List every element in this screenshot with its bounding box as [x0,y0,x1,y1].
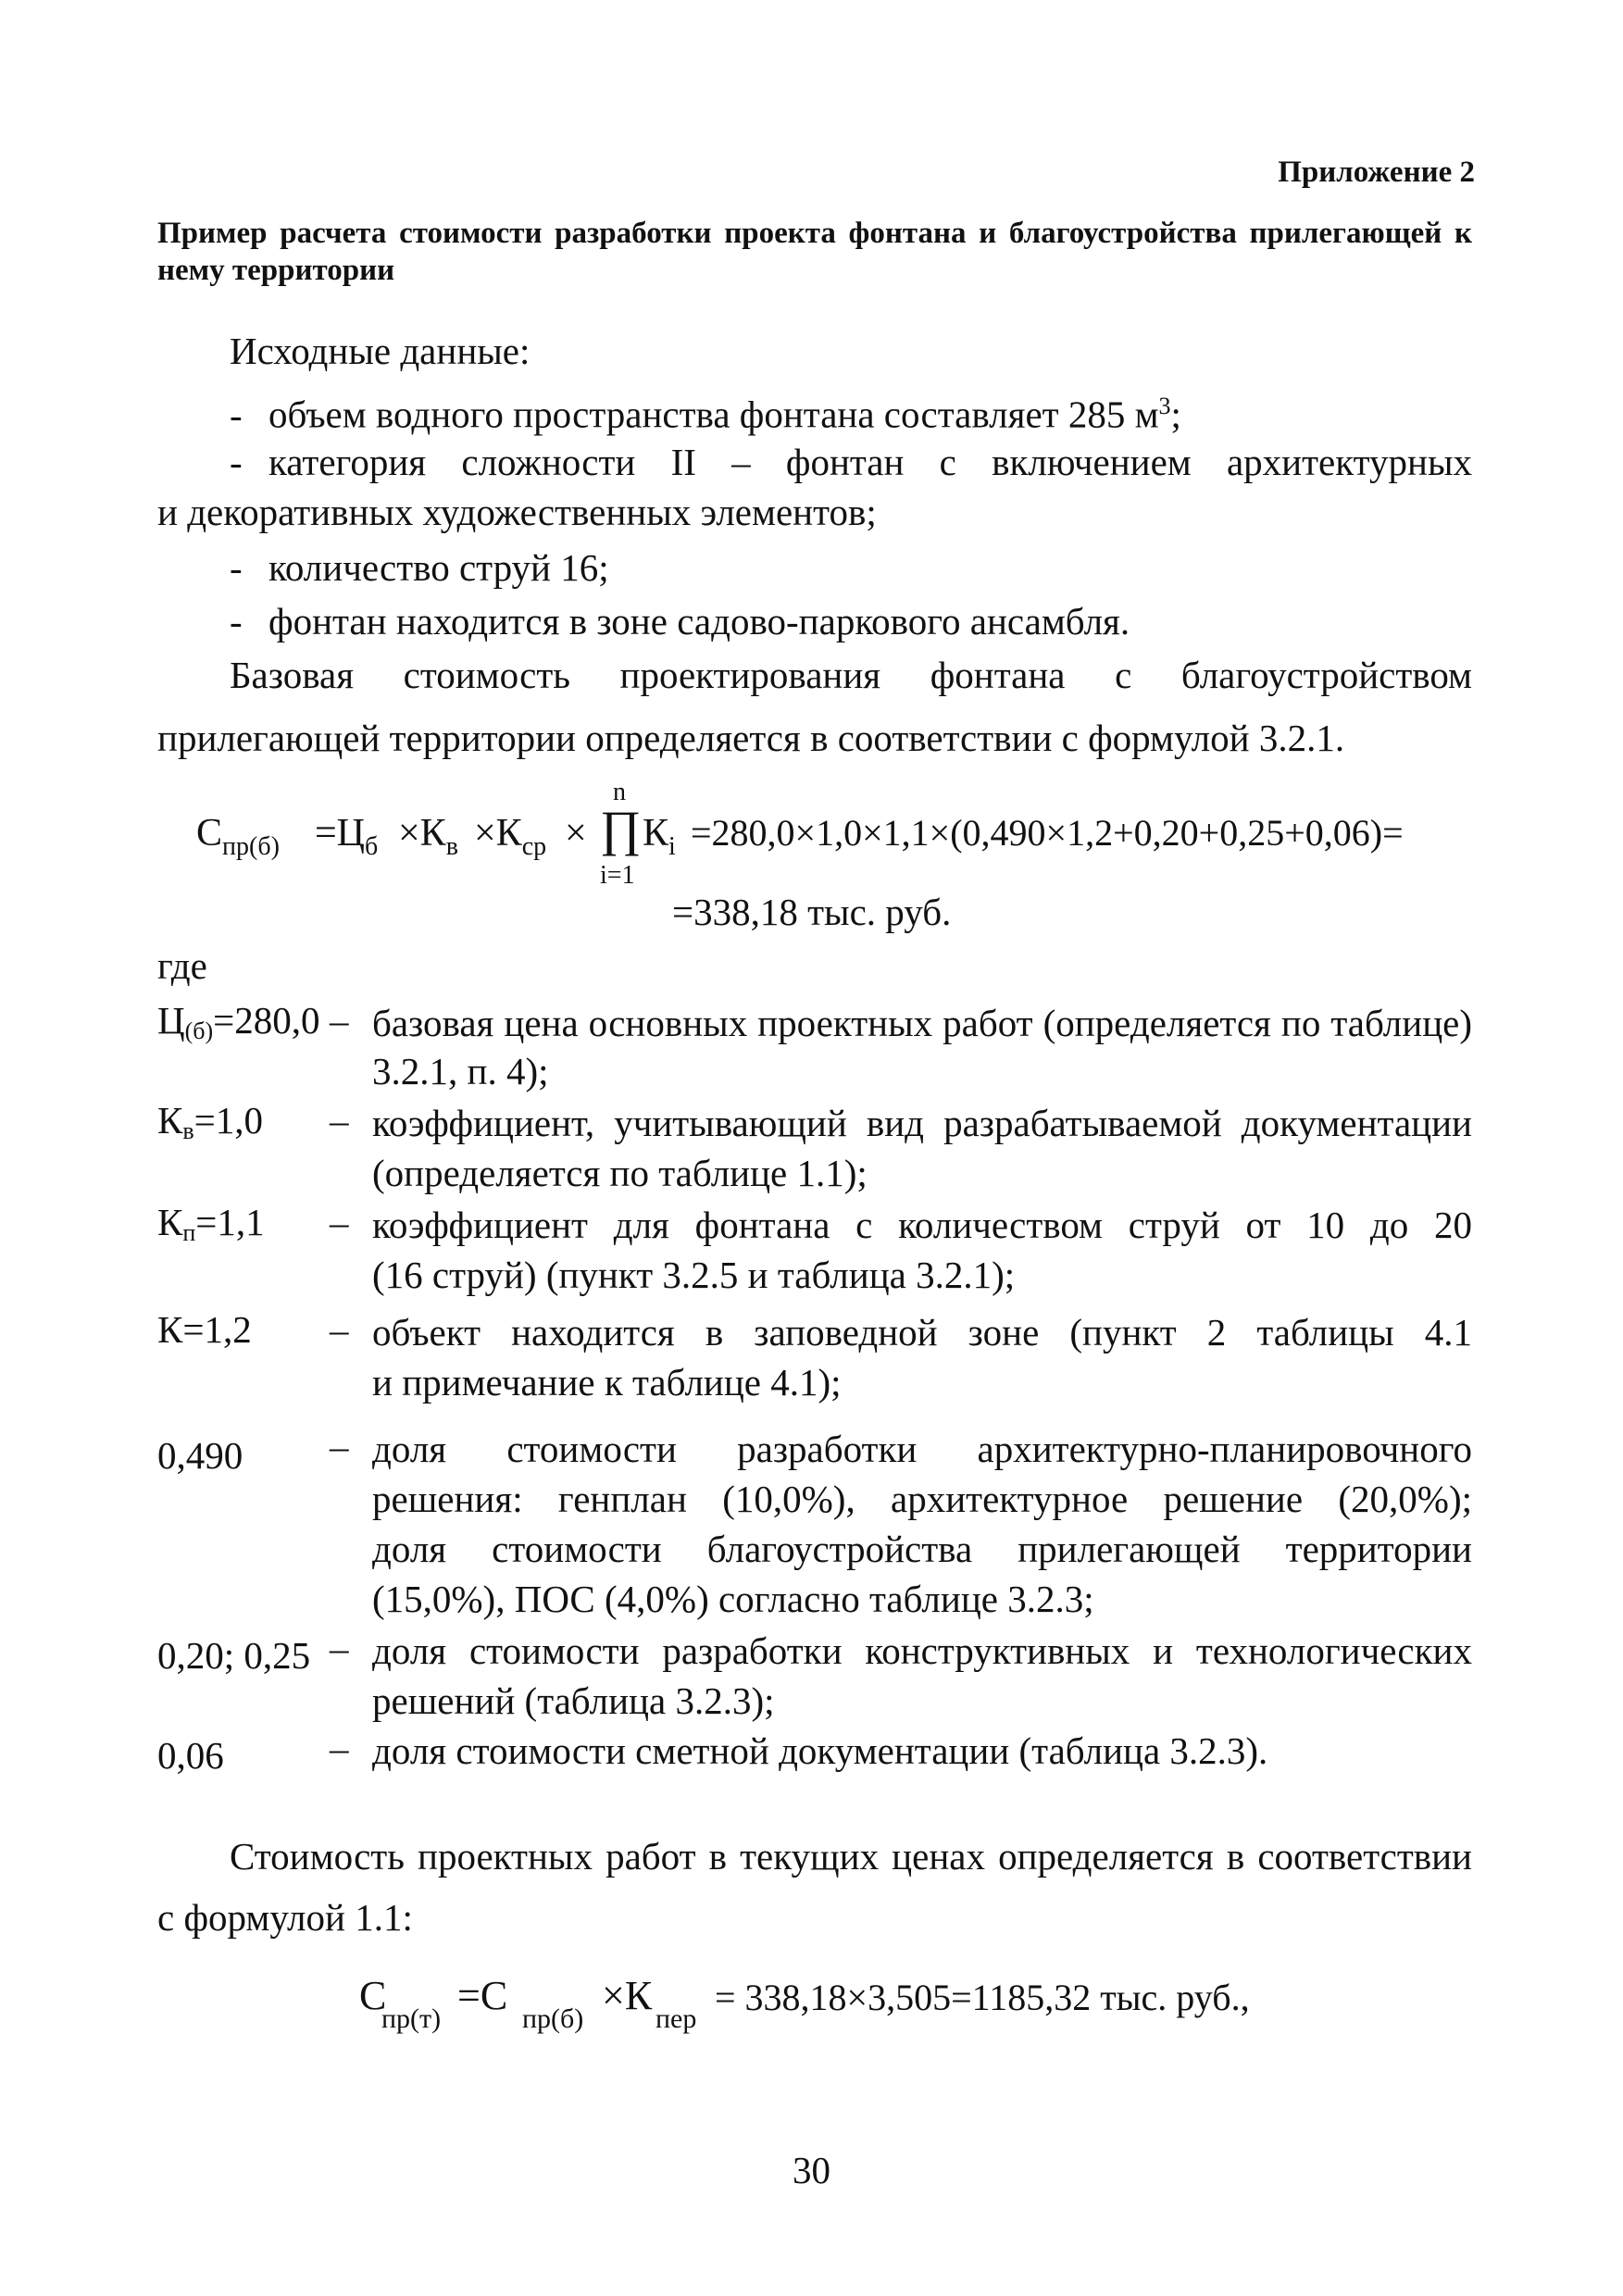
def-dash: – [330,1627,349,1669]
def-dash: – [330,1099,349,1142]
formula-ki-term: $К_i$ [643,812,676,861]
bullet-volume [230,381,1472,440]
page-number: 30 [793,2149,830,2191]
def-text-line: доля стоимости благоустройства прилегающей территории [372,1528,1472,1570]
bullet-text: фонтан находится в зоне садово-паркового ансамбля. [268,600,1130,643]
current-cost-line1: Стоимость проектных работ в текущих ценах определяется в соответствии [230,1835,1472,1878]
product-upper-limit: n [613,778,626,806]
formula2-c1-sub: пр(т) [381,2003,442,2034]
def-text-line: решений (таблица 3.2.3); [372,1679,775,1722]
formula-kv-term: $\times К_в$ [398,812,458,861]
def-symbol-020-025: 0,20; 0,25 [157,1634,311,1677]
where-label: где [157,944,207,987]
bullet-dash: - [230,393,243,436]
def-text-line: решения: генплан (10,0%), архитектурное решение (20,0%); [372,1478,1472,1520]
def-symbol-kv: Кв=1,0 [157,1099,264,1144]
bullet-jets [230,543,1472,593]
formula-price-term: $=Ц_б$ [315,812,379,861]
def-text-line: (15,0%), ПОС (4,0%) согласно таблице 3.2.3; [372,1578,1094,1620]
formula2-k-sub: пер [655,2003,697,2034]
formula-lhs: $С_{пр(б)}$ [196,812,280,861]
def-dash: – [330,1425,349,1467]
def-symbol-006: 0,06 [157,1734,224,1777]
def-text-line: коэффициент для фонтана с количеством струй от 10 до 20 [372,1204,1472,1246]
bullet-tail: ; [1170,393,1181,436]
section-title: Пример расчета стоимости разработки проекта фонтана и благоустройства прилегающей к нему территории [157,217,1472,287]
def-symbol-0490: 0,490 [157,1434,243,1477]
def-dash: – [330,1201,349,1243]
formula2-c2-sub: пр(б) [522,2003,584,2034]
def-text-line: доля стоимости разработки конструктивных и технологических [372,1629,1472,1672]
base-cost-line1: Базовая стоимость проектирования фонтана с благоустройством [230,654,1472,696]
product-lower-limit: i=1 [600,861,635,890]
base-cost-line2: прилегающей территории определяется в соответствии с формулой 3.2.1. [157,717,1345,759]
bullet-dash: - [230,600,243,643]
def-dash: – [330,999,349,1042]
bullet-dash: - [230,441,243,483]
bullet-dash: - [230,546,243,589]
def-text-line: 3.2.1, п. 4); [372,1050,549,1092]
formula2-times: ×К [602,1973,653,2018]
formula2-eq: =С [457,1973,508,2018]
appendix-label: Приложение 2 [1278,156,1475,189]
product-symbol: ∏ [600,801,642,856]
def-text-line: объект находится в заповедной зоне (пункт 2 таблицы 4.1 [372,1311,1472,1354]
formula-times: × [565,812,587,855]
def-text-line: базовая цена основных проектных работ (определяется по таблице) [372,1002,1472,1044]
bullet-text: количество струй 16; [268,546,609,589]
def-text-line: и примечание к таблице 4.1); [372,1361,842,1404]
def-dash: – [330,1727,349,1769]
bullet-text: категория сложности II – фонтан с включением архитектурных [268,441,1472,483]
current-cost-line2: с формулой 1.1: [157,1896,413,1939]
bullet-category-line1 [230,437,1472,487]
bullet-category-line2: и декоративных художественных элементов; [157,491,877,533]
bullet-zone [230,596,1472,646]
def-symbol-base-price: Ц(б)=280,0 [157,999,320,1044]
def-text-line: доля стоимости разработки архитектурно-планировочного [372,1428,1472,1470]
formula-rhs: =280,0×1,0×1,1×(0,490×1,2+0,20+0,25+0,06)= [691,812,1404,854]
formula-kcp-term: $\times К_{ср}$ [474,812,547,861]
def-text-line: (определяется по таблице 1.1); [372,1152,868,1194]
def-symbol-k: К=1,2 [157,1308,252,1351]
bullet-text: объем водного пространства фонтана составляет 285 м [268,393,1159,436]
def-dash: – [330,1308,349,1351]
formula-current-cost [359,1972,1470,2055]
formula2-c1: С [359,1973,387,2018]
initial-data-heading: Исходные данные: [230,330,531,372]
def-text-line: доля стоимости сметной документации (таблица 3.2.3). [372,1729,1268,1772]
def-text-line: (16 струй) (пункт 3.2.5 и таблица 3.2.1); [372,1254,1016,1296]
def-symbol-kp: Кп=1,1 [157,1201,265,1246]
formula2-rhs: = 338,18×3,505=1185,32 тыс. руб., [715,1977,1250,2018]
def-text-line: коэффициент, учитывающий вид разрабатываемой документации [372,1102,1472,1144]
formula-result: =338,18 тыс. руб. [672,891,952,933]
bullet-sup: 3 [1158,393,1171,419]
